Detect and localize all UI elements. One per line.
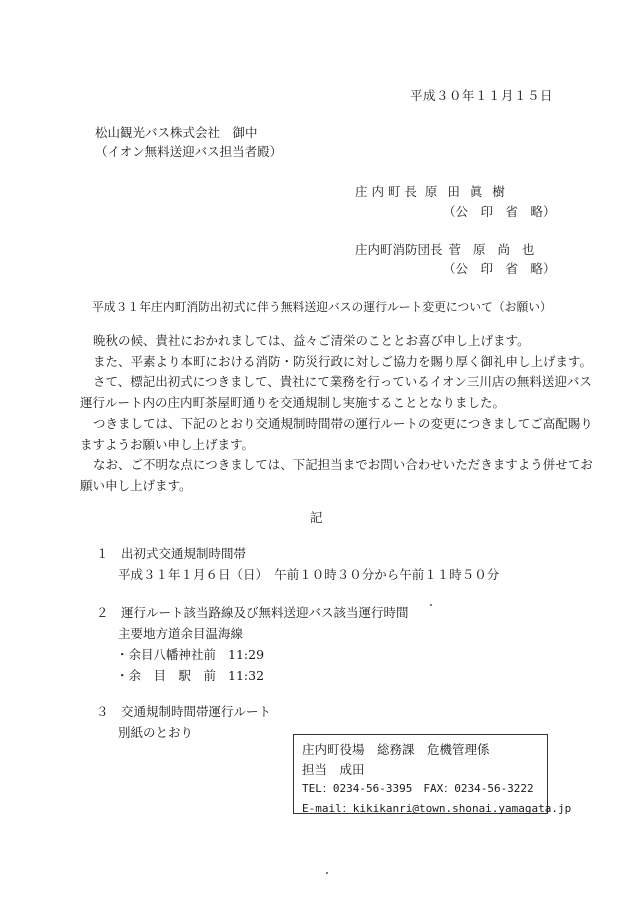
body-line: また、平素より本町における消防・防災行政に対しご協力を賜り厚く御礼申し上げます。: [93, 353, 593, 369]
bus-stop-time: 11:32: [228, 668, 265, 683]
item-detail: 別紙のとおり: [118, 725, 194, 740]
sender-fire-chief: [355, 240, 538, 258]
letter-body: [80, 331, 593, 497]
bus-stop-row: [116, 645, 264, 663]
sender-name: 菅 原 尚 也: [448, 242, 539, 257]
sender-name: 原 田 眞 樹: [424, 184, 508, 199]
bus-stop-name: ・余目八幡神社前: [116, 647, 217, 662]
contact-box: [293, 734, 572, 815]
ki-heading: 記: [310, 510, 323, 525]
contact-tel-fax: TEL：0234-56-3395 FAX：0234-56-3222: [302, 782, 534, 795]
seal-omitted-note: （公 印 省 略）: [443, 261, 556, 276]
bus-stop-row: [116, 666, 264, 684]
body-line: 運行ルート内の庄内町茶屋町通りを交通規制し実施することとなりました。: [80, 395, 506, 411]
contact-person: 担当 成田: [302, 761, 365, 777]
item-detail: 主要地方道余目温海線: [118, 626, 244, 641]
item-number: １: [96, 546, 109, 561]
scan-speck: [430, 604, 432, 606]
body-line: 願い申し上げます。: [80, 477, 192, 493]
contact-email: E-mail：kikikanri@town.shonai.yamagata.jp: [302, 801, 572, 815]
item-title: 交通規制時間帯運行ルート: [121, 704, 272, 719]
bus-stop-time: 11:29: [228, 647, 265, 662]
letter-subject: 平成３１年庄内町消防出初式に伴う無料送迎バスの運行ルート変更について（お願い）: [92, 300, 552, 314]
contact-department: 庄内町役場 総務課 危機管理係: [302, 742, 490, 757]
sender-mayor: [355, 182, 508, 200]
item-number: ２: [96, 605, 109, 620]
sender-title: 庄 内 町 長: [355, 184, 417, 199]
body-line: つきましては、下記のとおり交通規制時間帯の運行ルートの変更につきましてご高配賜り: [93, 415, 593, 431]
item-detail: 平成３１年１月６日（日） 午前１０時３０分から午前１１時５０分: [118, 567, 500, 582]
seal-omitted-note: （公 印 省 略）: [443, 204, 556, 219]
sender-title: 庄内町消防団長: [355, 242, 443, 257]
item-title: 出初式交通規制時間帯: [121, 546, 247, 561]
addressee-company: 松山観光バス株式会社 御中: [95, 125, 258, 140]
letter-date: 平成３０年１１月１５日: [410, 88, 554, 103]
scan-speck: [326, 872, 328, 874]
item-title: 運行ルート該当路線及び無料送迎バス該当運行時間: [121, 605, 409, 620]
item-number: ３: [96, 704, 109, 719]
body-line: ますようお願い申し上げます。: [80, 436, 255, 452]
bus-stop-name: ・余 目 駅 前: [116, 668, 217, 683]
addressee-attention: （イオン無料送迎バス担当者殿）: [95, 144, 283, 159]
body-line: なお、ご不明な点につきましては、下記担当までお問い合わせいただきますよう併せてお: [93, 457, 593, 473]
body-line: 晩秋の候、貴社におかれましては、益々ご清栄のこととお喜び申し上げます。: [93, 333, 530, 348]
body-line: さて、標記出初式につきまして、貴社にて業務を行っているイオン三川店の無料送迎バス: [93, 374, 592, 390]
